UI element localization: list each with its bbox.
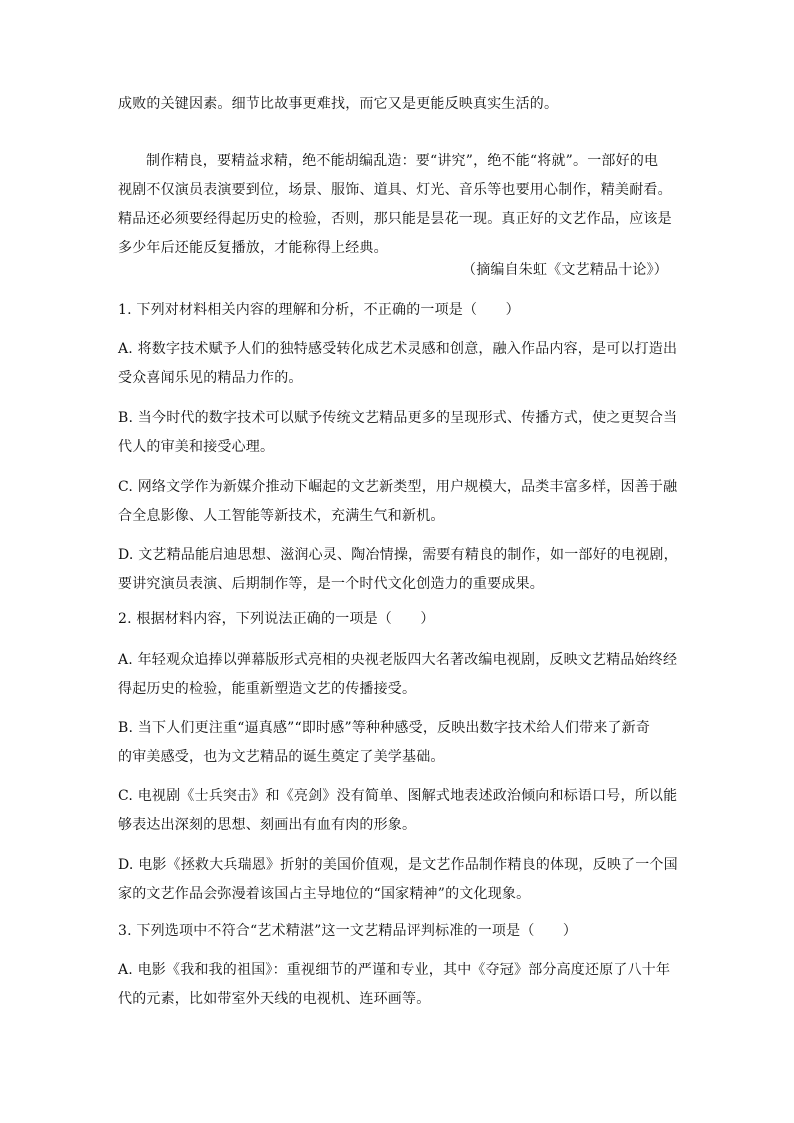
question-1-option-b [118,404,678,462]
text-line: A. 将数字技术赋予人们的独特感受转化成艺术灵感和创意，融入作品内容，是可以打造出 [118,341,678,357]
text-line: 的审美感受，也为文艺精品的诞生奠定了美学基础。 [118,749,445,765]
text-line: 要讲究演员表演、后期制作等，是一个时代文化创造力的重要成果。 [118,576,544,592]
text-line: 成败的关键因素。细节比故事更难找，而它又是更能反映真实生活的。 [118,96,559,112]
passage-paragraph [118,147,678,176]
text-line: D. 文艺精品能启迪思想、滋润心灵、陶冶情操，需要有精良的制作，如一部好的电视剧， [118,547,678,563]
question-2-option-a [118,646,678,704]
question-2-option-d [118,851,678,909]
question-3-stem: 3. 下列选项中不符合“艺术精湛”这一文艺精品评判标准的一项是（ ） [118,923,578,939]
question-1-stem: 1. 下列对材料相关内容的理解和分析，不正确的一项是（ ） [118,302,520,318]
text-line: 代的元素，比如带室外天线的电视机、连环画等。 [118,991,431,1007]
text-line: D. 电影《拯救大兵瑞恩》折射的美国价值观，是文艺作品制作精良的体现，反映了一个国 [118,857,678,873]
text-line: 得起历史的检验，能重新塑造文艺的传播接受。 [118,681,417,697]
text-line: 多少年后还能反复播放，才能称得上经典。 [118,240,388,256]
text-line: 受众喜闻乐见的精品力作的。 [118,370,303,386]
passage-source: （摘编自朱虹《文艺精品十论》） [462,262,668,278]
passage-paragraph-cont [118,176,678,263]
passage-continuation [118,90,678,119]
text-line: C. 网络文学作为新媒介推动下崛起的文艺新类型，用户规模大，品类丰富多样，因善于融 [118,479,678,495]
question-2-option-c [118,782,678,840]
text-line: 代人的审美和接受心理。 [118,439,275,455]
text-line: B. 当今时代的数字技术可以赋予传统文艺精品更多的呈现形式、传播方式，使之更契合当 [118,410,678,426]
question-3-option-a [118,956,678,1014]
text-line: 家的文艺作品会弥漫着该国占主导地位的“国家精神”的文化现象。 [118,886,531,902]
text-line: 够表达出深刻的思想、刻画出有血有肉的形象。 [118,817,417,833]
question-1-option-c [118,473,678,531]
text-line: C. 电视剧《士兵突击》和《亮剑》没有简单、图解式地表述政治倾向和标语口号，所以能 [118,788,678,804]
question-2-stem: 2. 根据材料内容，下列说法正确的一项是（ ） [118,611,435,627]
text-line: B. 当下人们更注重“逼真感”“即时感”等种种感受，反映出数字技术给人们带来了新奇 [118,720,651,736]
text-line: A. 年轻观众追捧以弹幕版形式亮相的央视老版四大名著改编电视剧，反映文艺精品始终经 [118,652,678,668]
text-line: A. 电影《我和我的祖国》：重视细节的严谨和专业，其中《夺冠》部分高度还原了八十年 [118,962,671,978]
text-line: 视剧不仅演员表演要到位，场景、服饰、道具、灯光、音乐等也要用心制作，精美耐看。 [118,182,672,198]
text-line: 制作精良，要精益求精，绝不能胡编乱造：要“讲究”，绝不能“将就”。一部好的电 [146,153,659,169]
question-1-option-d [118,541,678,599]
text-line: 合全息影像、人工智能等新技术，充满生气和新机。 [118,508,445,524]
question-1-option-a [118,335,678,393]
text-line: 精品还必须要经得起历史的检验，否则，那只能是昙花一现。真正好的文艺作品，应该是 [118,211,672,227]
question-2-option-b [118,714,678,772]
